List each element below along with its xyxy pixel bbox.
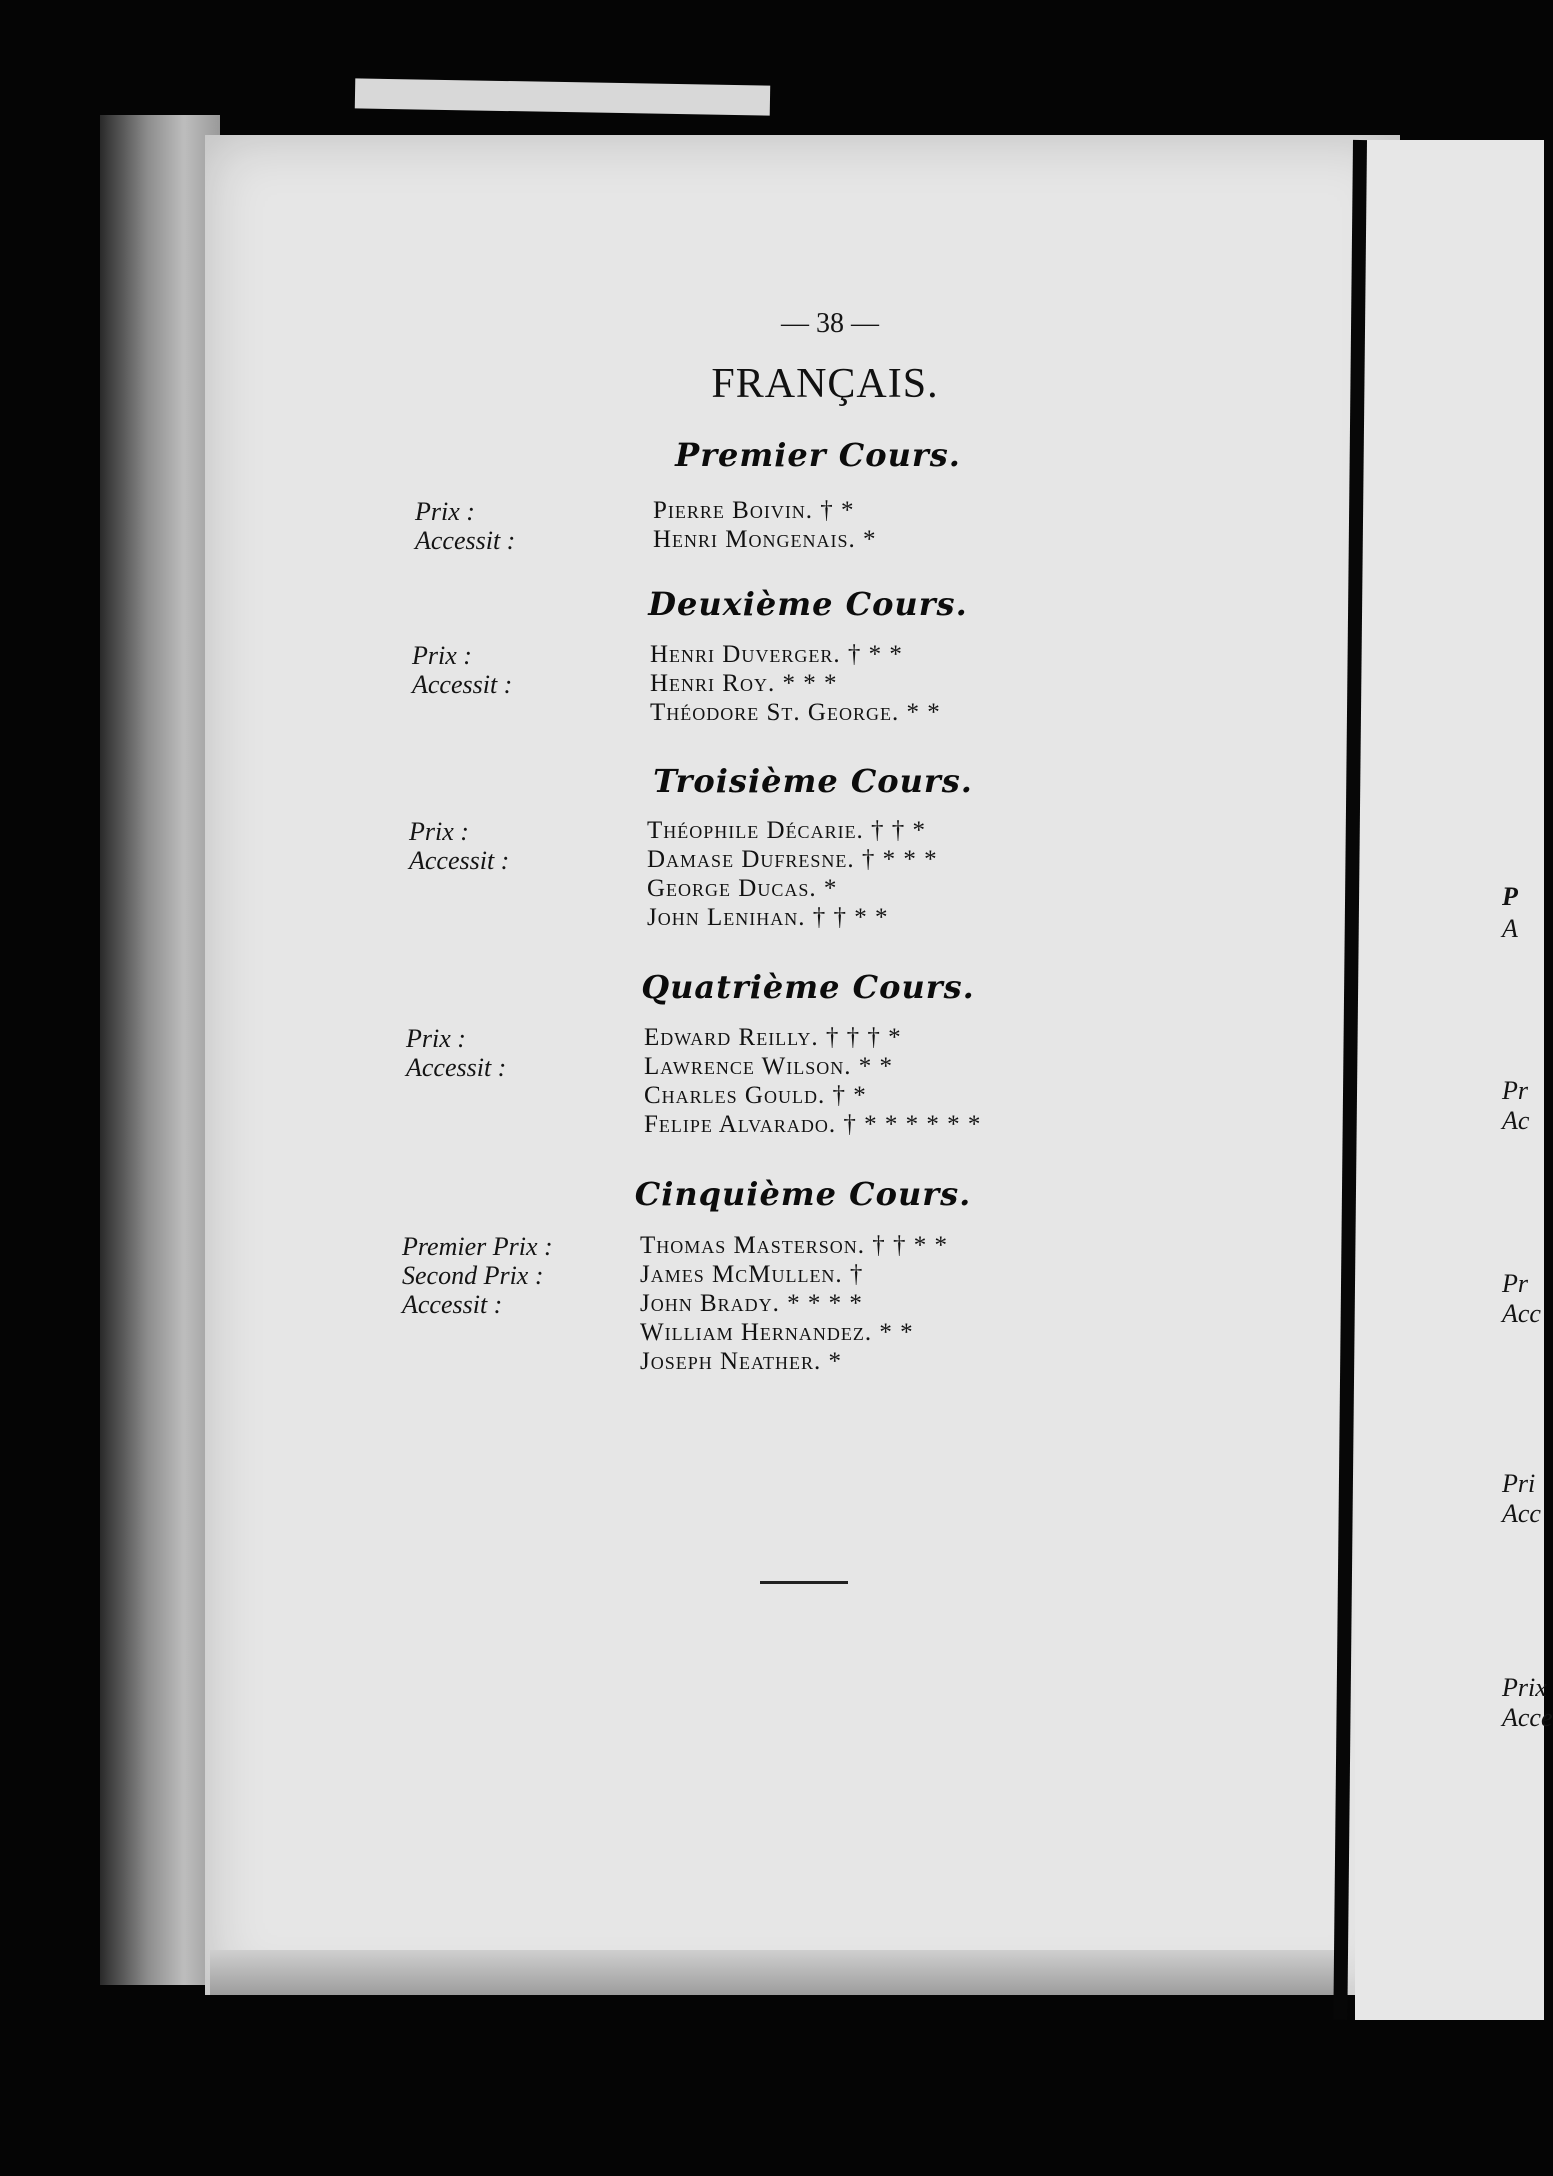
prize-label: Accessit :: [402, 1290, 503, 1319]
prize-label: Premier Prix :: [402, 1232, 553, 1261]
prize-list: [402, 1232, 1102, 1377]
student-name: Théophile Décarie. † † *: [647, 817, 927, 844]
student-name: William Hernandez. * *: [640, 1319, 914, 1346]
list-item: [406, 1053, 1106, 1082]
list-item: [406, 1024, 1106, 1053]
prize-label: Prix :: [406, 1024, 466, 1053]
list-item: [406, 1111, 1106, 1140]
student-name: Théodore St. George. * *: [650, 699, 941, 726]
section-title: Premier Cours.: [675, 436, 961, 474]
list-item: [402, 1290, 1102, 1319]
list-item: [402, 1319, 1102, 1348]
end-rule: [760, 1581, 848, 1584]
list-item: [412, 670, 1112, 699]
student-name: Henri Duverger. † * *: [650, 641, 903, 668]
facing-label: Acce: [1502, 1703, 1553, 1732]
student-name: Lawrence Wilson. * *: [644, 1053, 893, 1080]
student-name: Henri Roy. * * *: [650, 670, 838, 697]
facing-label: Pr: [1502, 1076, 1528, 1105]
list-item: [415, 497, 1115, 526]
student-name: Charles Gould. † *: [644, 1082, 867, 1109]
student-name: Damase Dufresne. † * * *: [647, 846, 938, 873]
section-title: Cinquième Cours.: [634, 1175, 972, 1213]
list-item: [409, 875, 1109, 904]
facing-label: Prix: [1502, 1673, 1547, 1702]
prize-label: Prix :: [412, 641, 472, 670]
list-item: [402, 1232, 1102, 1261]
facing-label: Ac: [1502, 1106, 1530, 1135]
list-item: [409, 904, 1109, 933]
student-name: Felipe Alvarado. † * * * * * *: [644, 1111, 982, 1138]
page-title: FRANÇAIS.: [711, 361, 939, 407]
student-name: John Lenihan. † † * *: [647, 904, 889, 931]
list-item: [402, 1261, 1102, 1290]
list-item: [402, 1348, 1102, 1377]
prize-label: Accessit :: [415, 526, 516, 555]
list-item: [412, 641, 1112, 670]
facing-label: Acc: [1502, 1499, 1541, 1528]
prize-label: Prix :: [415, 497, 475, 526]
section-title: Troisième Cours.: [653, 762, 973, 800]
facing-label: Acc: [1502, 1299, 1541, 1328]
student-name: Joseph Neather. *: [640, 1348, 843, 1375]
student-name: Thomas Masterson. † † * *: [640, 1232, 949, 1259]
page-number: — 38 —: [781, 308, 879, 339]
student-name: John Brady. * * * *: [640, 1290, 863, 1317]
list-item: [409, 846, 1109, 875]
student-name: Henri Mongenais. *: [653, 526, 877, 553]
student-name: Edward Reilly. † † † *: [644, 1024, 902, 1051]
prize-label: Prix :: [409, 817, 469, 846]
prize-label: Accessit :: [406, 1053, 507, 1082]
facing-label: Pri: [1502, 1469, 1536, 1498]
prize-list: [412, 641, 1112, 728]
section-title: Quatrième Cours.: [641, 968, 975, 1006]
prize-label: Second Prix :: [402, 1261, 544, 1290]
prize-list: [409, 817, 1109, 933]
facing-label: Pr: [1502, 1269, 1528, 1298]
prize-label: Accessit :: [412, 670, 513, 699]
list-item: [406, 1082, 1106, 1111]
student-name: George Ducas. *: [647, 875, 838, 902]
list-item: [409, 817, 1109, 846]
prize-list: [406, 1024, 1106, 1140]
list-item: [415, 526, 1115, 555]
facing-label: A: [1502, 914, 1518, 943]
facing-label: P: [1502, 882, 1518, 911]
student-name: Pierre Boivin. † *: [653, 497, 855, 524]
prize-label: Accessit :: [409, 846, 510, 875]
section-title: Deuxième Cours.: [648, 585, 968, 623]
list-item: [412, 699, 1112, 728]
student-name: James McMullen. †: [640, 1261, 864, 1288]
prize-list: [415, 497, 1115, 555]
